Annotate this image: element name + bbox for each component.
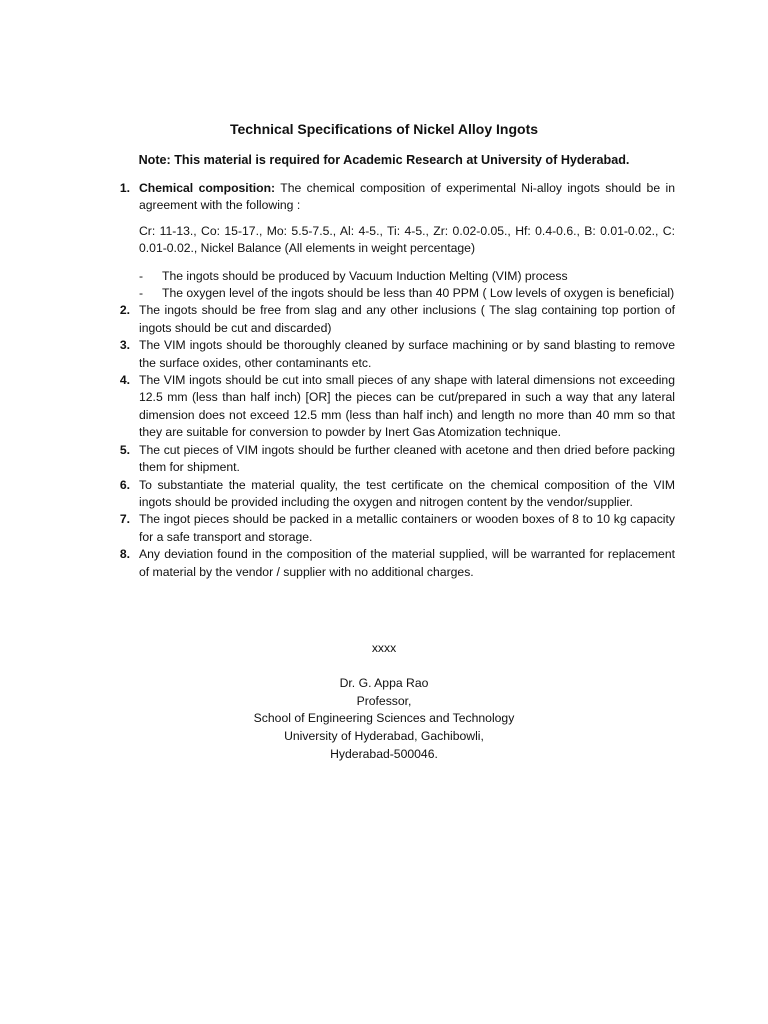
item-number: 4. bbox=[119, 373, 130, 388]
item-text: Any deviation found in the composition of the material supplied, will be warranted for replacement of material by the vendor / supplier with no additional charges. bbox=[139, 547, 675, 579]
spec-item-5 bbox=[114, 442, 675, 477]
item-text: The VIM ingots should be thoroughly cleaned by surface machining or by sand blasting to remove the surface oxides, other contaminants etc. bbox=[139, 338, 675, 370]
signatory-university: University of Hyderabad, Gachibowli, bbox=[284, 728, 484, 743]
composition-text: Cr: 11-13., Co: 15-17., Mo: 5.5-7.5., Al: 4-5., Ti: 4-5., Zr: 0.02-0.05., Hf: 0.4-0.6., B: 0.01-0.02., C: 0.01-0.02., Nickel Balance (All elements in weight percentage) bbox=[139, 223, 675, 256]
spec-item-1 bbox=[114, 180, 675, 302]
signatory-name: Dr. G. Appa Rao bbox=[339, 676, 429, 691]
spec-item-6 bbox=[114, 477, 675, 512]
item-text: The ingots should be free from slag and any other inclusions ( The slag containing top portion of ingots should be cut and discarded) bbox=[139, 303, 675, 335]
item-text: The ingot pieces should be packed in a metallic containers or wooden boxes of 8 to 10 kg capacity for a safe transport and storage. bbox=[139, 512, 675, 544]
bullet-item bbox=[139, 268, 675, 285]
signatory-school: School of Engineering Sciences and Technology bbox=[253, 711, 515, 726]
spec-item-8 bbox=[114, 546, 675, 581]
signatory-city: Hyderabad-500046. bbox=[330, 746, 438, 761]
spec-item-4 bbox=[114, 372, 675, 442]
item-number: 6. bbox=[119, 477, 130, 492]
item-text: The VIM ingots should be cut into small pieces of any shape with lateral dimensions not exceeding 12.5 mm (less than half inch) [OR] the pieces can be cut/prepared in such a way that any lateral dimension does not exceed 12.5 mm (less than half inch) and length no more than 40 mm so that they are suitable for conversion to powder by Inert Gas Atomization technique. bbox=[139, 373, 675, 440]
item-number: 8. bbox=[119, 547, 130, 562]
item-text: To substantiate the material quality, the test certificate on the chemical composition of the VIM ingots should be provided including the oxygen and nitrogen content by the vendor/supplier. bbox=[139, 477, 675, 509]
end-mark: xxxx bbox=[371, 641, 397, 655]
document-note: Note: This material is required for Academic Research at University of Hyderabad. bbox=[138, 153, 630, 167]
item-number: 7. bbox=[119, 512, 130, 527]
bullet-text: The oxygen level of the ingots should be less than 40 PPM ( Low levels of oxygen is beneficial) bbox=[162, 286, 675, 301]
bullet-item bbox=[139, 285, 675, 302]
dash-marker: - bbox=[139, 286, 144, 301]
item-lead: Chemical composition: bbox=[139, 181, 276, 195]
document-title: Technical Specifications of Nickel Alloy Ingots bbox=[229, 121, 539, 137]
item-number: 3. bbox=[119, 338, 130, 353]
specification-list bbox=[114, 180, 675, 581]
signature-block bbox=[0, 640, 768, 763]
item-text: The chemical composition of experimental Ni-alloy ingots should be in agreement with the following : bbox=[139, 181, 675, 213]
spec-item-3 bbox=[114, 337, 675, 372]
item-number: 2. bbox=[119, 303, 130, 318]
item-number: 5. bbox=[119, 442, 130, 457]
dash-marker: - bbox=[139, 268, 144, 283]
signatory-designation: Professor, bbox=[356, 693, 412, 708]
item-text: The cut pieces of VIM ingots should be further cleaned with acetone and then dried before packing them for shipment. bbox=[139, 442, 675, 475]
spec-item-2 bbox=[114, 302, 675, 337]
item-number: 1. bbox=[119, 181, 130, 195]
spec-item-7 bbox=[114, 511, 675, 546]
bullet-text: The ingots should be produced by Vacuum Induction Melting (VIM) process bbox=[162, 268, 568, 283]
